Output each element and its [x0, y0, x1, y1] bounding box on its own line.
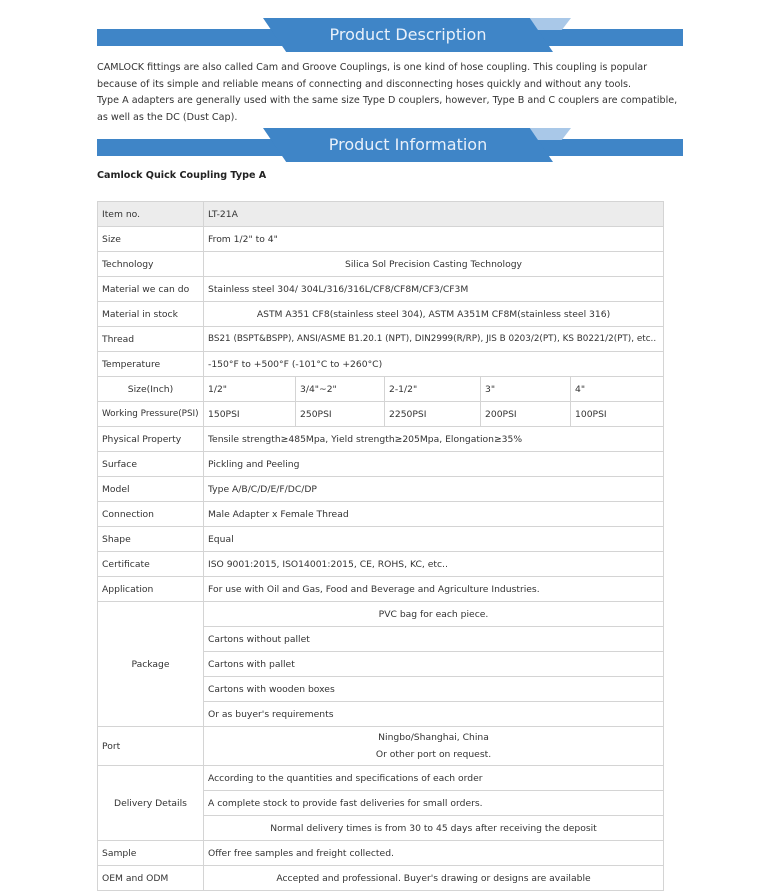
table-row: [98, 766, 664, 791]
row-value: ASTM A351 CF8(stainless steel 304), ASTM A351M CF8M(stainless steel 316): [204, 302, 664, 327]
row-value: LT-21A: [204, 202, 664, 227]
table-row: [98, 602, 664, 627]
row-label: Surface: [98, 452, 204, 477]
port-value: [204, 727, 664, 766]
product-description-text: [97, 60, 683, 126]
pressure-cell: 100PSI: [571, 402, 664, 427]
table-row: [98, 727, 664, 766]
table-row: [98, 427, 664, 452]
table-row: [98, 302, 664, 327]
pressure-cell: 2250PSI: [385, 402, 481, 427]
table-row: [98, 277, 664, 302]
row-label: Certificate: [98, 552, 204, 577]
row-value: Tensile strength≥485Mpa, Yield strength≥205Mpa, Elongation≥35%: [204, 427, 664, 452]
delivery-item: According to the quantities and specifications of each order: [204, 766, 664, 791]
product-information-banner: [97, 128, 683, 162]
row-label: Item no.: [98, 202, 204, 227]
row-value: BS21 (BSPT&BSPP), ANSI/ASME B1.20.1 (NPT), DIN2999(R/RP), JIS B 0203/2(PT), KS B0221/2(PT), etc..: [204, 327, 664, 352]
row-label: Port: [98, 727, 204, 766]
section-title: Product Description: [329, 25, 487, 44]
row-label: OEM and ODM: [98, 866, 204, 891]
pressure-cell: 250PSI: [296, 402, 385, 427]
description-paragraph: Type A adapters are generally used with the same size Type D couplers, however, Type B and C couplers are compatible, as well as the DC (Dust Cap).: [97, 95, 678, 123]
table-row: [98, 352, 664, 377]
row-value: Equal: [204, 527, 664, 552]
description-paragraph: CAMLOCK fittings are also called Cam and Groove Couplings, is one kind of hose coupling. This coupling is popular because of its simple and reliable means of connecting and disconnecting hoses quickly and without any tools.: [97, 62, 648, 90]
package-item: Cartons with wooden boxes: [204, 677, 664, 702]
pressure-cell: 200PSI: [481, 402, 571, 427]
port-line: Ningbo/Shanghai, China: [378, 732, 489, 743]
table-row: [98, 327, 664, 352]
size-cell: 4": [571, 377, 664, 402]
table-row: [98, 477, 664, 502]
table-row: [98, 527, 664, 552]
delivery-item: A complete stock to provide fast deliveries for small orders.: [204, 791, 664, 816]
row-label: Sample: [98, 841, 204, 866]
table-row: [98, 252, 664, 277]
row-label: Material we can do: [98, 277, 204, 302]
table-row: [98, 552, 664, 577]
table-row: [98, 502, 664, 527]
table-row: [98, 202, 664, 227]
row-label: Material in stock: [98, 302, 204, 327]
row-label: Thread: [98, 327, 204, 352]
package-item: Cartons without pallet: [204, 627, 664, 652]
row-label: Connection: [98, 502, 204, 527]
table-row: [98, 227, 664, 252]
package-item: Cartons with pallet: [204, 652, 664, 677]
table-row: [98, 841, 664, 866]
size-cell: 3": [481, 377, 571, 402]
table-row: [98, 402, 664, 427]
row-value: -150°F to +500°F (-101°C to +260°C): [204, 352, 664, 377]
section-title: Product Information: [328, 135, 488, 154]
row-label: Model: [98, 477, 204, 502]
row-value: ISO 9001:2015, ISO14001:2015, CE, ROHS, KC, etc..: [204, 552, 664, 577]
package-item: PVC bag for each piece.: [204, 602, 664, 627]
row-label: Size(Inch): [98, 377, 204, 402]
row-label: Size: [98, 227, 204, 252]
row-value: Type A/B/C/D/E/F/DC/DP: [204, 477, 664, 502]
row-label: Physical Property: [98, 427, 204, 452]
row-label: Delivery Details: [98, 766, 204, 841]
row-label: Technology: [98, 252, 204, 277]
row-value: From 1/2" to 4": [204, 227, 664, 252]
table-row: [98, 866, 664, 891]
size-cell: 3/4"~2": [296, 377, 385, 402]
row-value: Stainless steel 304/ 304L/316/316L/CF8/CF8M/CF3/CF3M: [204, 277, 664, 302]
table-row: [98, 452, 664, 477]
package-item: Or as buyer's requirements: [204, 702, 664, 727]
size-cell: 2-1/2": [385, 377, 481, 402]
row-value: Offer free samples and freight collected.: [204, 841, 664, 866]
row-label: Working Pressure(PSI): [98, 402, 204, 427]
port-line: Or other port on request.: [375, 749, 492, 760]
row-value: Pickling and Peeling: [204, 452, 664, 477]
pressure-cell: 150PSI: [204, 402, 296, 427]
size-cell: 1/2": [204, 377, 296, 402]
row-value: Male Adapter x Female Thread: [204, 502, 664, 527]
row-label: Shape: [98, 527, 204, 552]
row-value: Silica Sol Precision Casting Technology: [204, 252, 664, 277]
row-label: Package: [98, 602, 204, 727]
row-value: For use with Oil and Gas, Food and Beverage and Agriculture Industries.: [204, 577, 664, 602]
row-label: Temperature: [98, 352, 204, 377]
row-value: Accepted and professional. Buyer's drawing or designs are available: [204, 866, 664, 891]
spec-table: [97, 201, 664, 891]
product-description-banner: [97, 18, 683, 52]
row-label: Application: [98, 577, 204, 602]
product-subtitle: Camlock Quick Coupling Type A: [97, 170, 267, 181]
table-row: [98, 377, 664, 402]
delivery-item: Normal delivery times is from 30 to 45 days after receiving the deposit: [204, 816, 664, 841]
table-row: [98, 577, 664, 602]
